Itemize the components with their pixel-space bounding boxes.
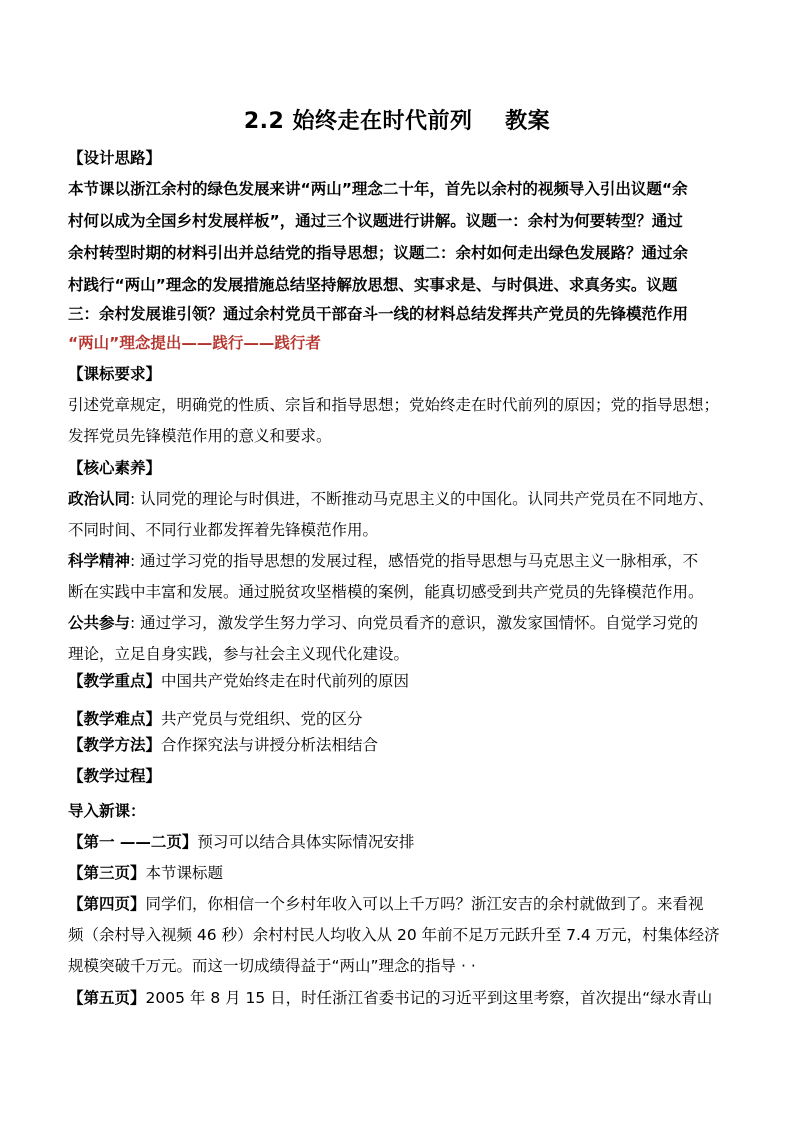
page-text: 本节课标题 [145, 864, 224, 882]
literacy-text: : 通过学习，激发学生努力学习、向党员看齐的意识，激发家国情怀。自觉学习党的 [130, 614, 699, 632]
literacy-heading: 【核心素养】 [68, 459, 162, 477]
literacy-text: : 通过学习党的指导思想的发展过程，感悟党的指导思想与马克思主义一脉相承，不 [130, 552, 699, 570]
method-label: 【教学方法】 [68, 736, 162, 754]
standards-line-2: 发挥党员先锋模范作用的意义和要求。 [68, 427, 332, 445]
page-title: 2.2 始终走在时代前列 教案 [243, 109, 551, 134]
process-heading: 【教学过程】 [68, 767, 162, 785]
design-heading: 【设计思路】 [68, 149, 162, 167]
page-item-4-cont-1: 频（余村导入视频 46 秒）余村村民人均收入从 20 年前不足万元跃升至 7.4 万元，村集体经济 [68, 926, 720, 944]
design-line-4: 村践行“两山”理念的发展措施总结坚持解放思想、实事求是、与时俱进、求真务实。议题 [68, 276, 678, 294]
literacy-label: 政治认同 [68, 490, 131, 508]
page-text: 2005 年 8 月 15 日，时任浙江省委书记的习近平到这里考察，首次提出“绿水青山 [145, 989, 713, 1007]
literacy-label: 科学精神 [68, 552, 131, 570]
method-text: 合作探究法与讲授分析法相结合 [161, 736, 379, 754]
page-item-4-cont-2: 规模突破千万元。而这一切成绩得益于“两山”理念的指导 · · [68, 957, 476, 975]
key-point-text: 中国共产党始终走在时代前列的原因 [161, 672, 410, 690]
page-label: 【第四页】 [68, 895, 146, 913]
literacy-item-science [68, 549, 728, 571]
page-item-4 [68, 892, 728, 914]
page-item-1-2 [68, 830, 728, 852]
page-item-3 [68, 861, 728, 883]
literacy-item-political [68, 487, 728, 509]
literacy-label: 公共参与 [68, 614, 131, 632]
difficulty-label: 【教学难点】 [68, 710, 162, 728]
standards-heading: 【课标要求】 [68, 365, 162, 383]
difficulty-text: 共产党员与党组织、党的区分 [161, 710, 363, 728]
intro-heading: 导入新课： [68, 802, 146, 820]
design-line-2: 村何以成为全国乡村发展样板”，通过三个议题进行讲解。议题一：余村为何要转型？通过 [68, 212, 683, 230]
literacy-item-participation-cont: 理论，立足自身实践，参与社会主义现代化建设。 [68, 645, 410, 663]
method [68, 733, 728, 755]
design-line-3: 余村转型时期的材料引出并总结党的指导思想；议题二：余村如何走出绿色发展路？通过余 [68, 244, 689, 262]
page-label: 【第五页】 [68, 989, 146, 1007]
difficulty [68, 707, 728, 729]
page-item-5 [68, 986, 728, 1008]
literacy-item-science-cont: 断在实践中丰富和发展。通过脱贫攻坚楷模的案例，能真切感受到共产党员的先锋模范作用。 [68, 583, 704, 601]
design-line-1: 本节课以浙江余村的绿色发展来讲“两山”理念二十年，首先以余村的视频导入引出议题“余 [68, 180, 688, 198]
literacy-item-political-cont: 不同时间、不同行业都发挥着先锋模范作用。 [68, 521, 379, 539]
literacy-item-participation [68, 611, 728, 633]
page-text: 预习可以结合具体实际情况安排 [197, 833, 415, 851]
literacy-text: : 认同党的理论与时俱进，不断推动马克思主义的中国化。认同共产党员在不同地方、 [130, 490, 714, 508]
page-label: 【第一 ——二页】 [68, 833, 198, 851]
key-point-label: 【教学重点】 [68, 672, 162, 690]
standards-line-1: 引述党章规定，明确党的性质、宗旨和指导思想；党始终走在时代前列的原因；党的指导思想； [68, 396, 720, 414]
key-point [68, 669, 728, 691]
design-red-line: “两山”理念提出——践行——践行者 [68, 334, 321, 352]
design-line-5: 三：余村发展谁引领？通过余村党员干部奋斗一线的材料总结发挥共产党员的先锋模范作用 [68, 305, 689, 323]
page-text: 同学们，你相信一个乡村年收入可以上千万吗？浙江安吉的余村就做到了。来看视 [145, 895, 704, 913]
page-label: 【第三页】 [68, 864, 146, 882]
